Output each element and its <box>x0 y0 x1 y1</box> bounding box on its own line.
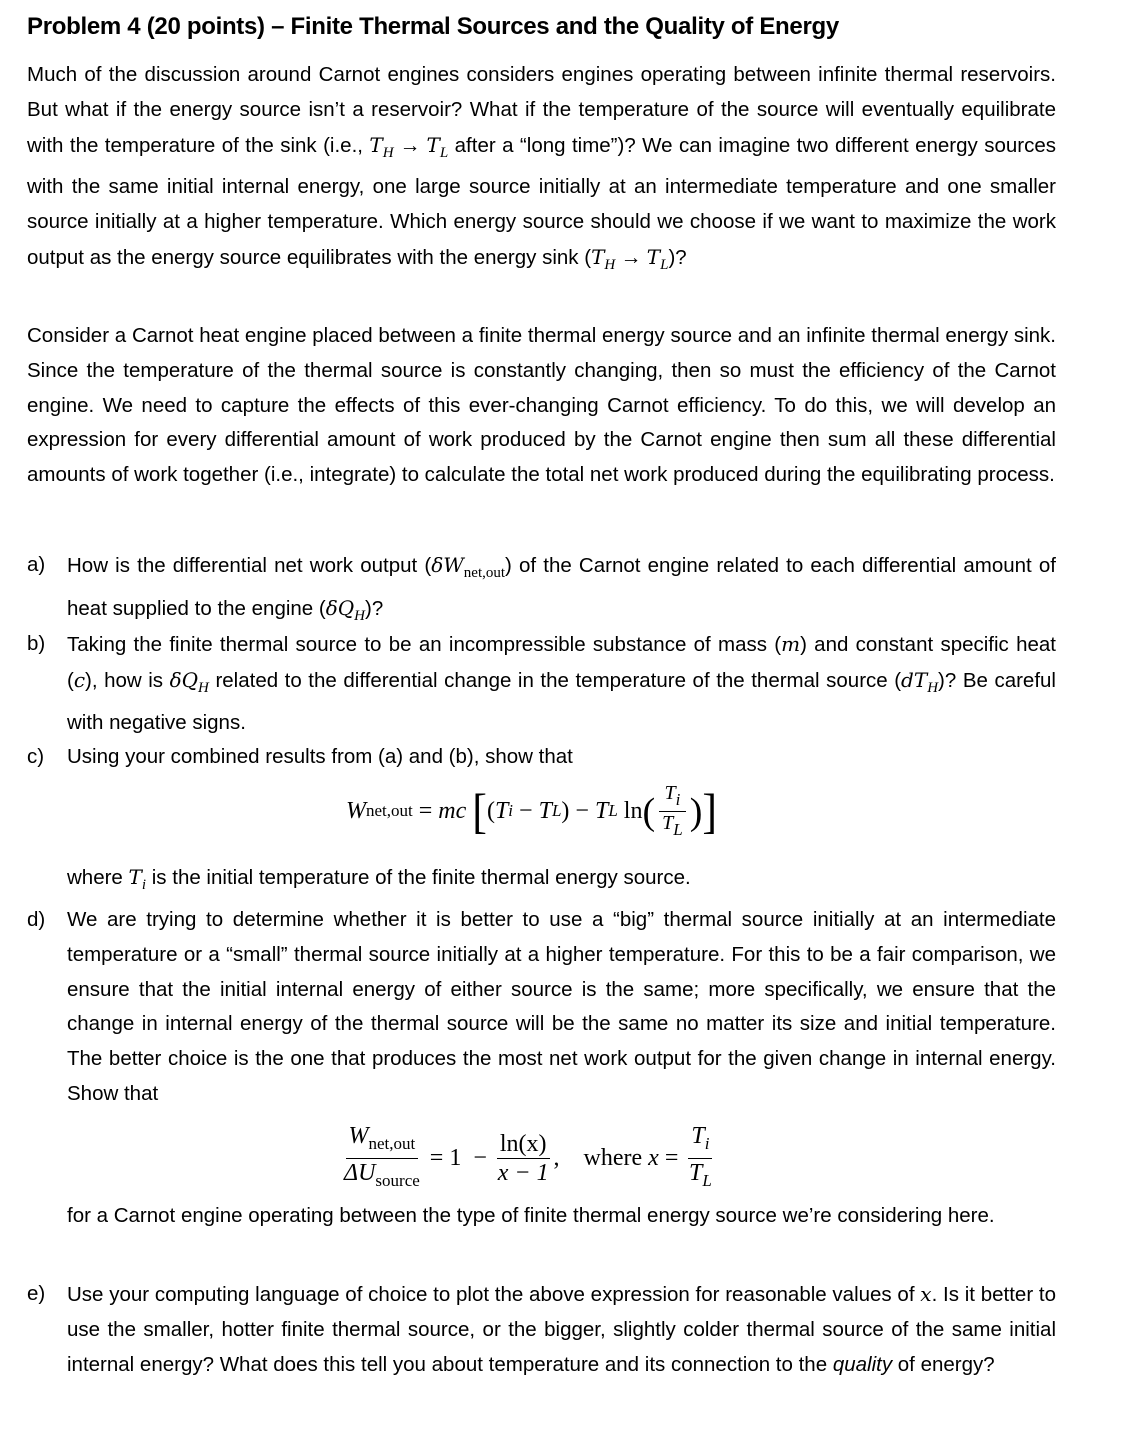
eq2-equals: = 1 − <box>423 1145 493 1172</box>
eq2-den: ΔU <box>344 1160 376 1186</box>
eq-rparen: ) <box>561 798 570 825</box>
eq-left-bracket: [ <box>472 784 487 838</box>
eq2-num-sub: net,out <box>368 1134 416 1153</box>
text-run: . Is it better to use the smaller, hotter finite thermal source, or the bigger, slightly colder thermal source of the same initial internal energy? What does this tell you about temperature and its connection to the <box>67 1283 1056 1376</box>
math-symbol: H <box>354 607 366 624</box>
text-run: Taking the finite thermal source to be an incompressible substance of mass ( <box>67 633 782 656</box>
eq2-ln-fraction <box>497 1130 550 1187</box>
eq2-x-fraction <box>688 1122 712 1195</box>
eq2-equals-2: = <box>658 1145 685 1172</box>
intro-paragraph <box>27 58 1056 283</box>
question-c-note <box>27 860 1056 903</box>
eq2-ln-den: x − 1 <box>497 1160 549 1186</box>
eq2-tl-sub: L <box>702 1171 712 1190</box>
eq2-den-sub: source <box>375 1171 420 1190</box>
question-text <box>67 548 1056 634</box>
text-run: where <box>67 866 129 889</box>
question-a <box>27 548 1056 634</box>
eq-fraction <box>659 782 686 841</box>
eq-lparen-2: ( <box>642 790 656 833</box>
eq-tl-2: T <box>594 798 609 825</box>
eq-lparen: ( <box>486 798 495 825</box>
eq2-ti: T <box>691 1123 705 1149</box>
math-symbol: H <box>382 144 394 161</box>
math-symbol: T <box>426 132 440 157</box>
eq-frac-den: T <box>662 812 674 834</box>
eq2-x: x <box>648 1145 659 1172</box>
eq2-tl: T <box>689 1160 703 1186</box>
question-label: c) <box>27 745 45 768</box>
eq-rparen-2: ) <box>689 790 703 833</box>
question-d-note <box>27 1199 1056 1234</box>
math-symbol: T <box>369 132 383 157</box>
math-symbol: T <box>646 244 661 269</box>
question-text <box>67 740 1056 775</box>
eq-right-bracket: ] <box>702 784 718 838</box>
eq-frac-den-sub: L <box>673 820 683 839</box>
math-symbol: dT <box>901 667 928 692</box>
text-run: related to the differential change in the temperature of the thermal source ( <box>208 668 902 692</box>
text-run: Consider a Carnot heat engine placed between a finite thermal energy source and an infinite thermal energy sink. Since the temperature of the thermal source is constantly changing, then so must the efficiency of the Carnot engine. We need to capture the effects of this ever-changing Carnot efficiency. To do this, we will develop an expression for every differential amount of work produced by the Carnot engine then sum all these differential amounts of work together (i.e., integrate) to calculate the total net work produced during the equilibrating process. <box>27 324 1056 487</box>
question-c <box>27 740 1056 775</box>
text-run: )? Be careful with negative signs. <box>67 668 1056 734</box>
math-symbol: m <box>781 632 801 656</box>
eq-tl-sub: L <box>551 801 562 821</box>
math-symbol: H <box>927 679 939 696</box>
eq2-comma: , <box>553 1145 560 1172</box>
question-text <box>67 627 1056 740</box>
work-equation <box>346 782 717 841</box>
text-run: ), how is <box>85 668 170 692</box>
text-run: Use your computing language of choice to plot the above expression for reasonable values of <box>67 1283 921 1306</box>
text-run: for a Carnot engine operating between the type of finite thermal energy source we’re considering here. <box>67 1204 995 1227</box>
eq-ti: T <box>494 798 509 825</box>
eq-ln: ln <box>617 798 643 825</box>
math-symbol: δQ <box>169 667 199 692</box>
math-symbol: L <box>439 144 449 161</box>
question-label: b) <box>27 632 46 655</box>
math-symbol: L <box>660 256 669 273</box>
eq-w: W <box>346 798 366 825</box>
question-text <box>67 1277 1056 1382</box>
text-run: of energy? <box>892 1352 995 1376</box>
math-symbol: i <box>141 877 147 893</box>
setup-paragraph <box>27 319 1056 493</box>
question-d <box>27 903 1056 1112</box>
math-symbol: x <box>920 1282 932 1306</box>
math-symbol: T <box>128 865 142 889</box>
text-run: )? <box>365 596 384 620</box>
eq-mc: mc <box>438 798 473 825</box>
eq2-ln-num: ln(x) <box>497 1130 550 1159</box>
text-run: We are trying to determine whether it is better to use a “big” thermal source initially at an intermediate temperature or a “small” thermal source initially at a higher temperature. For this to be a fair comparison, we ensure that the initial internal energy of either source is the same; more specifically, we ensure that the change in internal energy of the thermal source will be the same no matter its size and initial temperature. The better choice is the one that produces the most net work output for the given change in internal energy. Show that <box>67 908 1056 1105</box>
text-run: )? <box>668 245 687 269</box>
eq-frac-num-sub: i <box>675 790 681 809</box>
eq-minus-2: − <box>569 798 595 825</box>
problem-title: Problem 4 (20 points) – Finite Thermal Sources and the Quality of Energy <box>27 13 839 40</box>
text-run: Much of the discussion around Carnot engines considers engines operating between infinite thermal reservoirs. But what if the energy source isn’t a reservoir? What if the temperature of the source will eventually equilibrate with the temperature of the sink (i.e., <box>27 63 1056 157</box>
math-symbol: H <box>198 679 209 696</box>
question-text <box>67 903 1056 1112</box>
eq-ti-sub: i <box>508 801 514 821</box>
question-followup-text <box>67 860 1056 903</box>
math-symbol: δW <box>431 553 464 577</box>
text-run: ) of the Carnot engine related to each differential amount of heat supplied to the engine ( <box>67 554 1056 620</box>
text-run: is the initial temperature of the finite thermal energy source. <box>146 866 691 889</box>
math-symbol: T <box>591 244 605 269</box>
math-symbol: c <box>73 667 86 692</box>
math-symbol: net,out <box>463 565 506 581</box>
question-b <box>27 627 1056 740</box>
math-symbol: δQ <box>325 595 355 620</box>
question-e <box>27 1277 1056 1382</box>
text-run: Using your combined results from (a) and (b), show that <box>67 745 573 768</box>
math-symbol: H <box>604 256 616 273</box>
eq2-lhs-fraction <box>344 1122 420 1195</box>
eq-w-sub: net,out <box>366 801 413 821</box>
question-followup-text <box>67 1199 1056 1234</box>
eq-frac-num: T <box>664 782 676 804</box>
text-run: after a “long time”)? We can imagine two different energy sources with the same initial internal energy, one large source initially at an intermediate temperature and one smaller source initially at a higher temperature. Which energy source should we choose if we want to maximize the work output as the energy source equilibrates with the energy sink ( <box>27 133 1056 269</box>
eq2-ti-sub: i <box>704 1134 710 1153</box>
eq-tl: T <box>538 798 552 825</box>
eq2-where: where <box>559 1145 649 1172</box>
eq-equals: = <box>412 798 439 825</box>
math-symbol: → <box>615 244 647 269</box>
emphasis-text: quality <box>832 1352 893 1376</box>
math-symbol: → <box>393 132 427 157</box>
text-run: How is the differential net work output ( <box>67 554 432 577</box>
question-label: d) <box>27 908 46 931</box>
eq2-num: W <box>348 1123 369 1149</box>
question-label: e) <box>27 1282 46 1305</box>
efficiency-equation <box>340 1122 716 1195</box>
eq-tl-2-sub: L <box>608 801 618 821</box>
question-label: a) <box>27 553 46 576</box>
eq-minus: − <box>513 798 539 825</box>
text-run: ) and constant specific heat ( <box>67 633 1056 692</box>
